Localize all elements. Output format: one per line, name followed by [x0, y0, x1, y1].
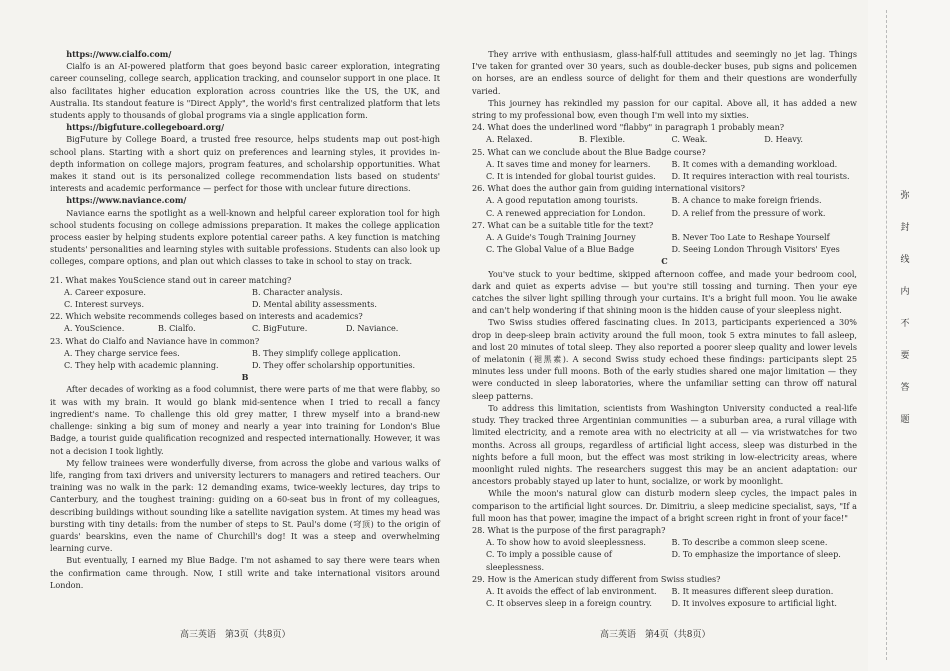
answer-option: C. A renewed appreciation for London. [486, 207, 646, 218]
website-url: https://www.cialfo.com/ [66, 49, 172, 59]
answer-option: A. YouScience. [64, 323, 125, 334]
answer-option: C. Interest surveys. [64, 299, 145, 310]
answer-option: D. A relief from the pressure of work. [671, 207, 826, 218]
answer-option: B. Cialfo. [158, 323, 196, 334]
passage-b-continued [472, 48, 857, 121]
question-stem: 21. What makes YouScience stand out in career matching? [50, 274, 292, 285]
passage-paragraph: But eventually, I earned my Blue Badge. I'm not ashamed to say there were tears when the confirmation came through. Now, I still write and take international visitors around London. [50, 555, 440, 590]
answer-options [472, 231, 857, 255]
answer-option: C. Weak. [671, 134, 708, 145]
passage-paragraph: You've stuck to your bedtime, skipped afternoon coffee, and made your bedroom cool, dark and quiet as experts advise — but you're still tossing and turning. Then your eye catches the silver light spilling through your curtains. It's a bright full moon. You lie awake and can't help wondering if that shining moon is the hidden cause of your sleepless night. [472, 268, 857, 316]
answer-options [50, 347, 440, 371]
section-b-heading: B [241, 372, 249, 383]
question-stem: 24. What does the underlined word "flabby" in paragraph 1 probably mean? [472, 122, 785, 133]
question-stem: 27. What can be a suitable title for the text? [472, 219, 654, 230]
answer-option: C. BigFuture. [252, 323, 308, 334]
answer-option: D. Naviance. [346, 323, 399, 334]
answer-options [472, 585, 857, 609]
seal-line-text [897, 190, 913, 446]
answer-option: D. They offer scholarship opportunities. [252, 360, 416, 371]
answer-options [472, 158, 857, 182]
answer-option: B. They simplify college application. [252, 347, 401, 358]
seal-char: 内 [900, 287, 910, 297]
answer-option: B. A chance to make foreign friends. [671, 195, 822, 206]
answer-options [472, 536, 857, 573]
seal-char: 不 [900, 319, 910, 329]
answer-option: D. Mental ability assessments. [252, 299, 377, 310]
answer-option: A. A Guide's Tough Training Journey [486, 232, 636, 243]
left-column [50, 48, 440, 591]
website-url: https://www.naviance.com/ [66, 195, 187, 206]
website-intro [50, 48, 440, 268]
answer-option: C. To imply a possible cause of sleeplessness. [486, 549, 612, 572]
passage-paragraph: My fellow trainees were wonderfully diverse, from across the globe and various walks of life, ranging from taxi drivers and university lecturers to managers and retired teachers. Our training was no walk in the park: 12 demanding exams, twice-weekly lectures, day trips to Canterbury, and the toughest training: guiding on a 60-seat bus in front of my colleagues, describing buildings without sounding like a satellite navigation system. At times my head was bursting with tiny details: from the number of steps to St. Paul's dome (穹顶) to the origin of guards' bearskins, even the name of Churchill's dog! It was a steep and overwhelming learning curve. [50, 457, 440, 554]
question-stem: 23. What do Cialfo and Naviance have in common? [50, 335, 260, 346]
seal-char: 题 [900, 415, 910, 425]
answer-option: A. They charge service fees. [64, 347, 180, 358]
question-stem: 28. What is the purpose of the first paragraph? [472, 524, 666, 535]
website-description: BigFuture by College Board, a trusted free resource, helps students map out post-high school plans. Starting with a short quiz on preferences and learning styles, it provides in-depth information on college majors, program features, and scholarship opportunities. What makes it stand out is its personalized college recommendation lists based on students' interests and academic performance — perfect for those with unclear future directions. [50, 134, 440, 194]
website-description: Naviance earns the spotlight as a well-known and helpful career exploration tool for high school students focusing on college admissions preparation. It makes the college application process easier by helping students explore potential career paths. A key function is matching students' personalities and learning styles with suitable professions. Students can also look up colleges, compare options, and plan out which classes to take in school to stay on track. [50, 207, 440, 267]
answer-option: B. Flexible. [578, 134, 626, 145]
passage-paragraph: To address this limitation, scientists from Washington University conducted a real-life study. They tracked three Argentinian communities — a suburban area, a rural village with limited electricity, and a remote area with no electricity at all — via wristwatches for two months. Across all groups, regardless of artificial light access, sleep was disturbed in the nights before a full moon, but the effect was most striking in low-electricity areas, where moonlight ruled nights. The researchers suggest this may be an ancient adaptation: our ancestors probably stayed up later to hunt, socialize, or work by moonlight. [472, 402, 857, 487]
answer-option: A. Relaxed. [486, 134, 533, 145]
passage-c [472, 268, 857, 524]
answer-option: B. To describe a common sleep scene. [671, 537, 828, 548]
answer-option: D. It requires interaction with real tourists. [671, 171, 850, 182]
question-stem: 29. How is the American study different from Swiss studies? [472, 573, 721, 584]
seal-char: 弥 [900, 191, 910, 201]
answer-option: D. To emphasize the importance of sleep. [671, 549, 841, 560]
question-stem: 25. What can we conclude about the Blue Badge course? [472, 146, 706, 157]
answer-option: C. They help with academic planning. [64, 360, 219, 371]
seal-line [886, 10, 887, 660]
passage-paragraph: They arrive with enthusiasm, glass-half-full attitudes and seemingly no jet lag. Things I've taken for granted over 30 years, such as double-decker buses, pub signs and policemen on horses, are an endless source of delight for them and their questions are wonderfully varied. [472, 49, 857, 96]
passage-b [50, 383, 440, 590]
passage-paragraph: After decades of working as a food columnist, there were parts of me that were flabby, so it was with my brain. It would go blank mid-sentence when I tried to recall a fancy ingredient's name. To challenge this old grey matter, I threw myself into a brand-new challenge: sinking a big sum of money and nearly a year into training for London's Blue Badge, a tourist guide qualification recognized and respected internationally. However, it was not a decision I took lightly. [50, 384, 440, 456]
answer-option: A. It saves time and money for learners. [486, 158, 651, 169]
answer-option: A. To show how to avoid sleeplessness. [486, 537, 646, 548]
section-c-heading: C [661, 256, 668, 267]
answer-option: C. The Global Value of a Blue Badge [486, 244, 635, 255]
question-stem: 22. Which website recommends colleges based on interests and academics? [50, 311, 363, 322]
website-url: https://bigfuture.collegeboard.org/ [66, 122, 225, 133]
seal-char: 答 [900, 383, 910, 393]
answer-option: C. It observes sleep in a foreign country. [486, 598, 652, 609]
answer-option: B. It measures different sleep duration. [671, 585, 834, 596]
answer-option: A. Career exposure. [64, 286, 146, 297]
page-footer-3: 高三英语 第3页（共8页） [180, 630, 291, 640]
answer-options [50, 286, 440, 310]
website-description: Cialfo is an AI-powered platform that goes beyond basic career exploration, integrating career counseling, college search, application tracking, and counselor support in one place. It also facilitates higher education exploration across countries like the US, the UK, and Australia. Its standout feature is "Direct Apply", the world's first centralized platform that lets students apply to thousands of global programs via a single application form. [50, 61, 440, 121]
right-column [472, 48, 857, 609]
answer-options [472, 194, 857, 218]
answer-option: D. It involves exposure to artificial light. [671, 598, 837, 609]
passage-paragraph: Two Swiss studies offered fascinating clues. In 2013, participants experienced a 30% drop in deep-sleep brain activity around the full moon, took 5 extra minutes to fall asleep, and lost 20 minutes of total sleep. They also reported a poorer sleep quality and lower levels of melatonin (褪黑素). A second Swiss study echoed these findings: participants slept 25 minutes less under full moons. Both of the early studies shared one major limitation — they were conducted in sleep laboratories, where the unfamiliar setting can throw off natural sleep patterns. [472, 317, 857, 401]
answer-option: B. Character analysis. [252, 286, 343, 297]
answer-option: A. It avoids the effect of lab environment. [486, 585, 657, 596]
passage-paragraph: This journey has rekindled my passion for our capital. Above all, it has added a new string to my professional bow, even though I'm well into my sixties. [472, 97, 857, 121]
answer-option: D. Heavy. [764, 134, 803, 145]
seal-char: 封 [900, 223, 910, 233]
question-stem: 26. What does the author gain from guiding international visitors? [472, 183, 745, 194]
answer-options [472, 133, 857, 145]
answer-option: D. Seeing London Through Visitors' Eyes [671, 244, 840, 255]
answer-option: B. It comes with a demanding workload. [671, 158, 838, 169]
questions-24-27 [472, 121, 857, 255]
answer-option: C. It is intended for global tourist guides. [486, 171, 656, 182]
seal-char: 要 [900, 351, 910, 361]
answer-options [50, 322, 440, 334]
questions-28-29 [472, 524, 857, 609]
answer-option: B. Never Too Late to Reshape Yourself [671, 232, 830, 243]
seal-char: 线 [900, 255, 910, 265]
passage-paragraph: While the moon's natural glow can disturb modern sleep cycles, the impact pales in comparison to the artificial light sources. Dr. Dimitriu, a sleep medicine specialist, says, "If a full moon has that power, imagine the impact of a bright screen right in front of your face!" [472, 488, 857, 523]
page-footer-4: 高三英语 第4页（共8页） [600, 630, 711, 640]
answer-option: A. A good reputation among tourists. [486, 195, 638, 206]
questions-21-23 [50, 274, 440, 372]
